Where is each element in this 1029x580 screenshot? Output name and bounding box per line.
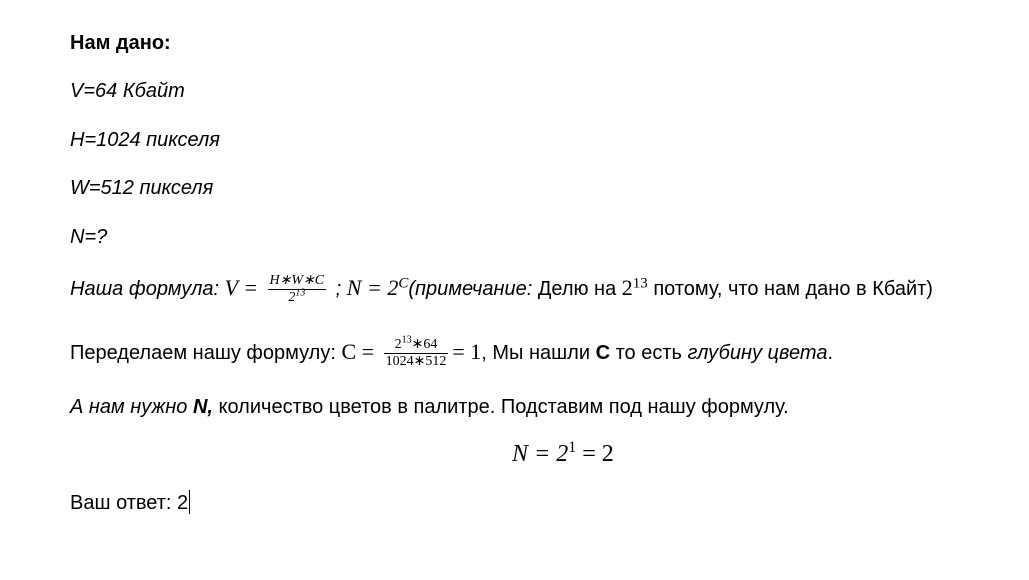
- center-eq-exp: 1: [568, 439, 577, 456]
- formula-separator: ;: [330, 278, 347, 300]
- formula-v-lhs: V =: [224, 275, 258, 300]
- given-v: V=64 Кбайт: [70, 80, 185, 102]
- heading: Нам дано:: [70, 32, 171, 54]
- center-eq-lhs: N = 2: [512, 441, 569, 467]
- formula-note-text: Делю на: [537, 278, 622, 300]
- need-n-bold: N,: [192, 396, 213, 418]
- rework-result: = 1: [452, 339, 482, 364]
- rework-fraction-denominator: 1024∗512: [385, 354, 447, 370]
- rework-c-lhs: C =: [341, 339, 375, 364]
- need-start: А нам нужно: [70, 396, 193, 418]
- rework-after2: то есть: [610, 342, 688, 364]
- given-n: N=?: [70, 226, 108, 248]
- rework-period: .: [827, 342, 834, 364]
- formula-fraction-numerator: H∗W∗C: [269, 273, 325, 289]
- rework-depth: глубину цвета: [687, 342, 828, 364]
- rework-label: Переделаем нашу формулу:: [70, 342, 342, 364]
- center-eq-rhs: = 2: [576, 441, 614, 467]
- formula-note-open: (примечание:: [408, 278, 538, 300]
- answer-label: Ваш ответ:: [70, 492, 178, 514]
- rework-line: [70, 332, 833, 373]
- formula-n-exp: C: [398, 275, 409, 292]
- formula-note-exp: 13: [632, 275, 648, 292]
- answer-value[interactable]: 2: [177, 492, 189, 514]
- need-rest: количество цветов в палитре. Подставим под нашу формулу.: [212, 396, 789, 418]
- rework-fraction-numerator: $2^{13}∗64$: [384, 337, 449, 354]
- need-line: [70, 395, 789, 419]
- formula-note-end: потому, что нам дано в Кбайт): [647, 278, 933, 300]
- rework-c-bold: C: [595, 342, 611, 364]
- formula-fraction-denominator: $2^{13}$: [288, 287, 306, 306]
- formula-label: Наша формула:: [70, 278, 225, 300]
- given-w: W=512 пикселя: [70, 177, 214, 199]
- text-cursor: [189, 490, 190, 514]
- formula-note-base: 2: [621, 275, 633, 300]
- rework-fraction: [384, 334, 449, 370]
- formula-fraction: [268, 273, 327, 306]
- answer-line: [70, 490, 190, 515]
- rework-after: , Мы нашли: [481, 342, 596, 364]
- formula-n-lhs: N = 2: [346, 275, 399, 300]
- given-h: H=1024 пикселя: [70, 129, 220, 151]
- center-equation: [512, 440, 614, 468]
- formula-line: [70, 268, 933, 309]
